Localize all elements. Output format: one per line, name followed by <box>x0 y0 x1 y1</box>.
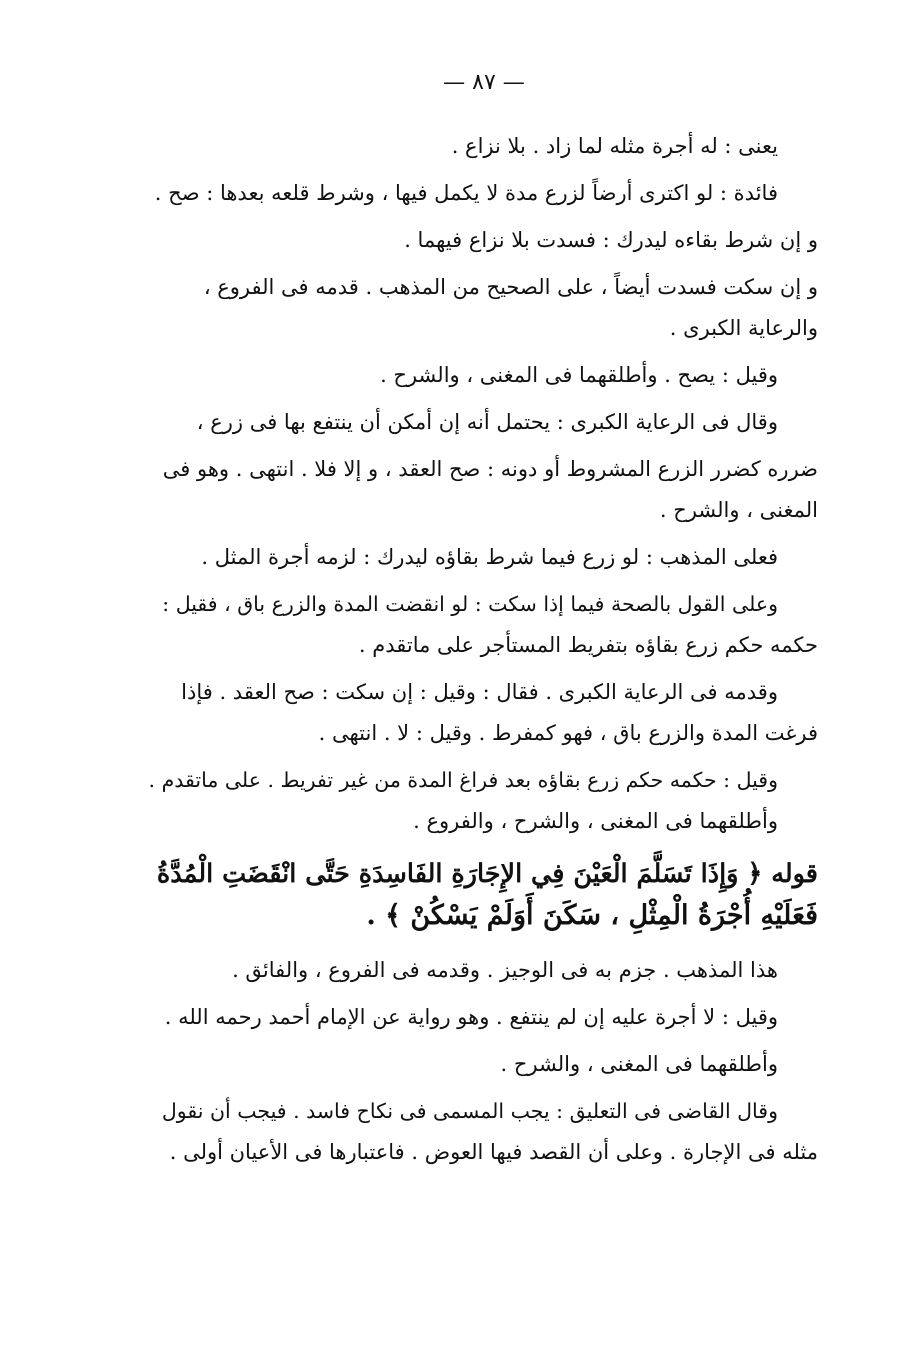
book-page <box>150 60 818 1320</box>
text-line: حكمه حكم زرع بقاؤه بتفريط المستأجر على ماتقدم . <box>358 633 818 657</box>
text-line: وأطلقهما فى المغنى ، والشرح . <box>500 1052 778 1076</box>
text-line: المغنى ، والشرح . <box>659 498 818 522</box>
quote-line-1 <box>150 853 818 895</box>
quote-text-1: ﴿ وَإِذَا تَسَلَّمَ الْعَيْنَ فِي الإِجَارَةِ الفَاسِدَةِ حَتَّى انْقَضَتِ الْمُدَّةُ <box>156 859 763 889</box>
text-block <box>150 131 818 836</box>
text-line: والرعاية الكبرى . <box>669 316 818 340</box>
text-line: وأطلقهما فى المغنى ، والشرح ، والفروع . <box>413 809 778 833</box>
quote-lead: قوله <box>771 859 818 889</box>
text-line: وقيل : حكمه حكم زرع بقاؤه بعد فراغ المدة من غير تفريط . على ماتقدم . <box>148 768 778 792</box>
text-line: و إن سكت فسدت أيضاً ، على الصحيح من المذهب . قدمه فى الفروع ، <box>203 275 818 299</box>
text-line: هذا المذهب . جزم به فى الوجيز . وقدمه فى الفروع ، والفائق . <box>232 958 778 982</box>
quoted-text <box>150 853 818 937</box>
text-line: وقال القاضى فى التعليق : يجب المسمى فى نكاح فاسد . فيجب أن نقول <box>161 1099 778 1123</box>
text-line: وقيل : لا أجرة عليه إن لم ينتفع . وهو رواية عن الإمام أحمد رحمه الله . <box>164 1005 778 1029</box>
text-line: فعلى المذهب : لو زرع فيما شرط بقاؤه ليدرك : لزمه أجرة المثل . <box>201 545 778 569</box>
text-line: و إن شرط بقاءه ليدرك : فسدت بلا نزاع فيهما . <box>404 228 818 252</box>
text-line: وقدمه فى الرعاية الكبرى . فقال : وقيل : إن سكت : صح العقد . فإذا <box>181 680 778 704</box>
text-line: ضرره كضرر الزرع المشروط أو دونه : صح العقد ، و إلا فلا . انتهى . وهو فى <box>162 457 818 481</box>
text-line: يعنى : له أجرة مثله لما زاد . بلا نزاع . <box>451 134 778 158</box>
page-number: — ٨٧ — <box>443 70 525 95</box>
text-line: فائدة : لو اكترى أرضاً لزرع مدة لا يكمل فيها ، وشرط قلعه بعدها : صح . <box>154 181 778 205</box>
text-line: وقال فى الرعاية الكبرى : يحتمل أنه إن أمكن أن ينتفع بها فى زرع ، <box>196 410 778 434</box>
text-line: وعلى القول بالصحة فيما إذا سكت : لو انقضت المدة والزرع باق ، فقيل : <box>162 592 778 616</box>
quote-line-2: فَعَلَيْهِ أُجْرَةُ الْمِثْلِ ، سَكَنَ أَوَلَمْ يَسْكُنْ ﴾ . <box>366 900 818 931</box>
text-block-after-quote <box>150 955 818 1167</box>
text-line: فرغت المدة والزرع باق ، فهو كمفرط . وقيل : لا . انتهى . <box>318 721 818 745</box>
text-line: وقيل : يصح . وأطلقهما فى المغنى ، والشرح . <box>380 363 778 387</box>
text-line: مثله فى الإجارة . وعلى أن القصد فيها العوض . فاعتبارها فى الأعيان أولى . <box>169 1140 818 1164</box>
